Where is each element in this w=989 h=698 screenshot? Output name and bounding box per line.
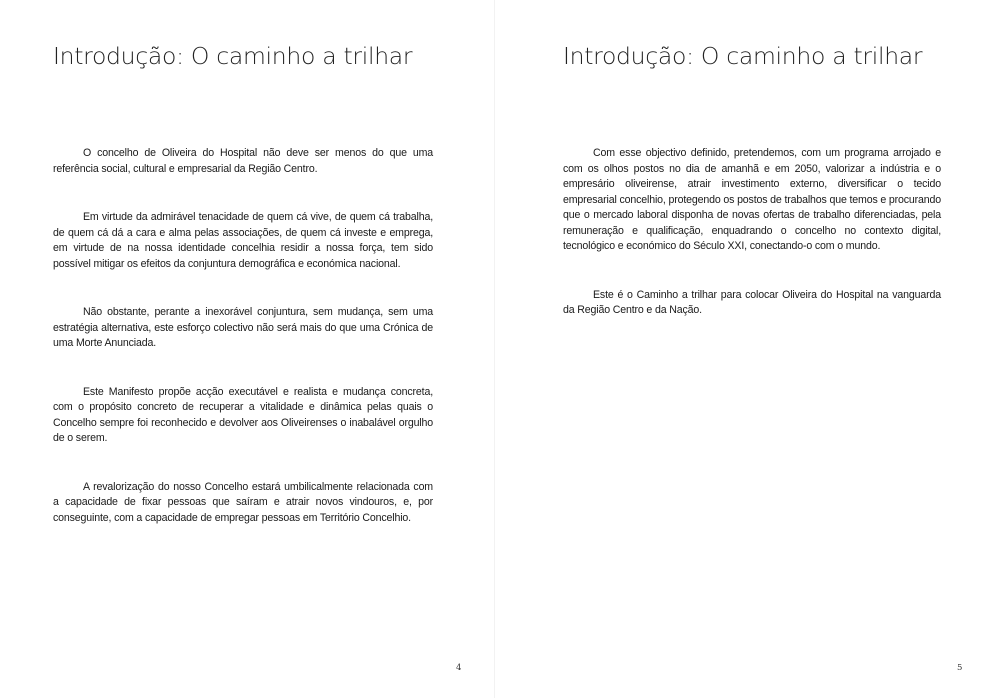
paragraph: Este Manifesto propõe acção executável e realista e mudança concreta, com o propósito concreto de recuperar a vitalidade e dinâmica pelas quais o Concelho sempre foi reconhecido e devolver aos Oliveirenses o inabalável orgulho de o serem. [53,385,433,444]
page-number: 4 [456,663,462,673]
body-text [563,146,941,352]
paragraph: Este é o Caminho a trilhar para colocar Oliveira do Hospital na vanguarda da Região Centro e da Nação. [563,288,941,316]
page-title: Introdução: O caminho a trilhar [563,42,923,70]
paragraph: Não obstante, perante a inexorável conjuntura, sem mudança, sem uma estratégia alternativa, este esforço colectivo não será mais do que uma Crónica de uma Morte Anunciada. [53,306,433,349]
paragraph: O concelho de Oliveira do Hospital não deve ser menos do que uma referência social, cultural e empresarial da Região Centro. [53,147,433,175]
left-page [0,0,494,698]
page-number: 5 [957,663,963,673]
paragraph: A revalorização do nosso Concelho estará umbilicalmente relacionada com a capacidade de fixar pessoas que saíram e atrair novos vindouros, e, por conseguinte, com a capacidade de empregar pessoas em Território Concelhio. [53,480,433,524]
right-page [495,0,989,698]
body-text [53,146,433,559]
paragraph: Com esse objectivo definido, pretendemos, com um programa arrojado e com os olhos postos no dia de amanhã e em 2050, valorizar a indústria e o empresário oliveirense, atrair investimento externo, diversificar o tecido empresarial concelhio, protegendo os postos de trabalhos que temos e procurando que o mercado laboral disponha de novas ofertas de trabalho diferenciadas, pela remuneração e qualificação, enquadrando o concelho no contexto digital, tecnológico e económico do Século XXI, conectando-o com o mundo. [563,147,942,252]
page-title: Introdução: O caminho a trilhar [53,42,413,70]
paragraph: Em virtude da admirável tenacidade de quem cá vive, de quem cá trabalha, de quem cá dá a cara e alma pelas associações, de quem cá investe e emprega, em virtude de na nossa identidade concelhia residir a nossa força, tem sido possível mitigar os efeitos da conjuntura demográfica e económica nacional. [53,211,433,270]
